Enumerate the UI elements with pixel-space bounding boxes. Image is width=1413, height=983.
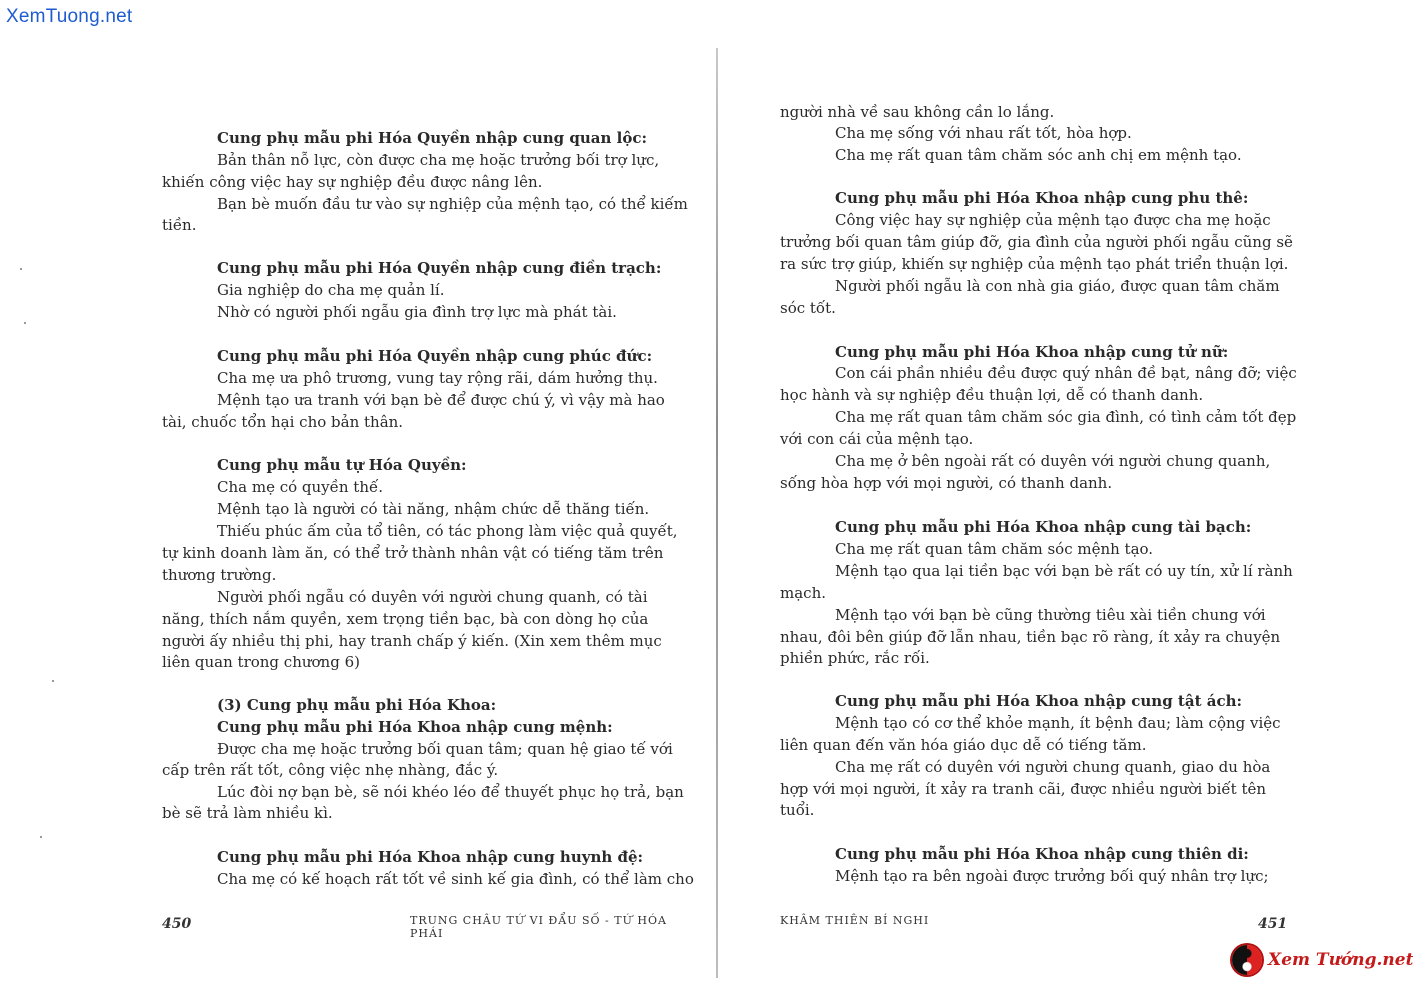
running-footer: TRUNG CHÂU TỨ VI ĐẨU SỐ - TỨ HÓA PHÁI bbox=[410, 914, 667, 940]
text-line: Cha mẹ rất có duyên với người chung quanh, giao du hòa bbox=[835, 758, 1271, 776]
text-line: nhau, đôi bên giúp đỡ lẫn nhau, tiền bạc rõ ràng, ít xảy ra chuyện bbox=[780, 628, 1281, 646]
text-line: Cha mẹ sống với nhau rất tốt, hòa hợp. bbox=[835, 124, 1132, 142]
text-line: người nhà về sau không cần lo lắng. bbox=[780, 103, 1055, 121]
text-line: Cha mẹ ở bên ngoài rất có duyên với người chung quanh, bbox=[835, 452, 1271, 470]
text-line: Mệnh tạo có cơ thể khỏe mạnh, ít bệnh đau; làm cộng việc bbox=[835, 714, 1281, 732]
text-line: Bản thân nỗ lực, còn được cha mẹ hoặc trưởng bối trợ lực, bbox=[217, 151, 660, 169]
brand-watermark[interactable] bbox=[1232, 942, 1413, 978]
section-heading: Cung phụ mẫu phi Hóa Quyền nhập cung quan lộc: bbox=[217, 129, 648, 147]
section-heading: Cung phụ mẫu phi Hóa Khoa nhập cung tử nữ: bbox=[835, 343, 1229, 361]
text-line: bè sẽ trả làm nhiều kì. bbox=[162, 804, 333, 822]
text-line: cấp trên rất tốt, công việc nhẹ nhàng, đắc ý. bbox=[162, 761, 499, 779]
text-line: năng, thích nắm quyền, xem trọng tiền bạc, bà con dòng họ của bbox=[162, 610, 649, 628]
site-watermark[interactable]: XemTuong.net bbox=[6, 6, 133, 27]
running-footer: KHÂM THIÊN BÍ NGHI bbox=[780, 914, 930, 927]
text-line: mạch. bbox=[780, 584, 826, 602]
section-heading: Cung phụ mẫu phi Hóa Khoa nhập cung tật ách: bbox=[835, 692, 1243, 710]
text-line: Nhờ có người phối ngẫu gia đình trợ lực mà phát tài. bbox=[217, 303, 617, 321]
text-line: liên quan đến văn hóa giáo dục dễ có tiếng tăm. bbox=[780, 736, 1147, 754]
section-heading: Cung phụ mẫu phi Hóa Khoa nhập cung tài bạch: bbox=[835, 518, 1252, 536]
text-line: Người phối ngẫu có duyên với người chung quanh, có tài bbox=[217, 588, 648, 606]
text-line: Lúc đòi nợ bạn bè, sẽ nói khéo léo để thuyết phục họ trả, bạn bbox=[217, 783, 684, 801]
text-line: phiền phức, rắc rối. bbox=[780, 649, 930, 667]
text-line: tự kinh doanh làm ăn, có thể trở thành nhân vật có tiếng tăm trên bbox=[162, 544, 664, 562]
page-number: 450 bbox=[162, 916, 192, 932]
section-heading: Cung phụ mẫu phi Hóa Khoa nhập cung huynh đệ: bbox=[217, 848, 644, 866]
text-line: với con cái của mệnh tạo. bbox=[780, 430, 974, 448]
text-line: thương trường. bbox=[162, 566, 277, 584]
text-line: Bạn bè muốn đầu tư vào sự nghiệp của mệnh tạo, có thể kiếm bbox=[217, 195, 688, 213]
section-heading: Cung phụ mẫu phi Hóa Quyền nhập cung điền trạch: bbox=[217, 259, 662, 277]
text-line: trưởng bối quan tâm giúp đỡ, gia đình của người phối ngẫu cũng sẽ bbox=[780, 233, 1293, 251]
text-line: Cha mẹ rất quan tâm chăm sóc gia đình, có tình cảm tốt đẹp bbox=[835, 408, 1297, 426]
section-heading: Cung phụ mẫu phi Hóa Khoa nhập cung phu thê: bbox=[835, 189, 1249, 207]
text-line: Cha mẹ ưa phô trương, vung tay rộng rãi, dám hưởng thụ. bbox=[217, 369, 658, 387]
text-line: Mệnh tạo ưa tranh với bạn bè để được chú ý, vì vậy mà hao bbox=[217, 391, 665, 409]
section-heading: (3) Cung phụ mẫu phi Hóa Khoa: bbox=[217, 696, 497, 714]
text-line: người ấy nhiều thị phi, hay tranh chấp ý kiến. (Xin xem thêm mục bbox=[162, 632, 662, 650]
text-line: Người phối ngẫu là con nhà gia giáo, được quan tâm chăm bbox=[835, 277, 1280, 295]
yin-yang-icon bbox=[1232, 945, 1262, 975]
text-line: Cha mẹ rất quan tâm chăm sóc mệnh tạo. bbox=[835, 540, 1154, 558]
scan-speck bbox=[52, 680, 54, 682]
scan-speck bbox=[24, 322, 26, 324]
text-line: Mệnh tạo với bạn bè cũng thường tiêu xài tiền chung với bbox=[835, 606, 1266, 624]
scan-speck bbox=[20, 268, 22, 270]
text-line: Cha mẹ có quyền thế. bbox=[217, 478, 383, 496]
text-line: Con cái phần nhiều đều được quý nhân đề bạt, nâng đỡ; việc bbox=[835, 364, 1297, 382]
section-heading: Cung phụ mẫu phi Hóa Khoa nhập cung mệnh: bbox=[217, 718, 613, 736]
text-line: khiến công việc hay sự nghiệp đều được nâng lên. bbox=[162, 173, 543, 191]
text-line: tài, chuốc tổn hại cho bản thân. bbox=[162, 413, 404, 431]
text-line: sóc tốt. bbox=[780, 299, 836, 317]
text-line: hợp với mọi người, ít xảy ra tranh cãi, được nhiều người biết tên bbox=[780, 780, 1267, 798]
text-line: liên quan trong chương 6) bbox=[162, 653, 360, 671]
text-line: tiền. bbox=[162, 216, 197, 234]
text-line: Mệnh tạo ra bên ngoài được trưởng bối quý nhân trợ lực; bbox=[835, 867, 1269, 885]
text-line: Mệnh tạo là người có tài năng, nhậm chức dễ thăng tiến. bbox=[217, 500, 650, 518]
text-line: Cha mẹ rất quan tâm chăm sóc anh chị em mệnh tạo. bbox=[835, 146, 1242, 164]
text-line: Được cha mẹ hoặc trưởng bối quan tâm; quan hệ giao tế với bbox=[217, 740, 673, 758]
text-line: sống hòa hợp với mọi người, có thanh danh. bbox=[780, 474, 1113, 492]
text-line: tuổi. bbox=[780, 801, 815, 819]
text-line: Công việc hay sự nghiệp của mệnh tạo được cha mẹ hoặc bbox=[835, 211, 1271, 229]
page-number: 451 bbox=[1258, 916, 1288, 932]
section-heading: Cung phụ mẫu phi Hóa Quyền nhập cung phúc đức: bbox=[217, 347, 653, 365]
section-heading: Cung phụ mẫu phi Hóa Khoa nhập cung thiên di: bbox=[835, 845, 1249, 863]
text-line: Thiếu phúc ấm của tổ tiên, có tác phong làm việc quả quyết, bbox=[217, 522, 678, 540]
scan-speck bbox=[40, 836, 42, 838]
section-heading: Cung phụ mẫu tự Hóa Quyền: bbox=[217, 456, 467, 474]
brand-text: Xem Tướng.net bbox=[1268, 950, 1413, 970]
text-line: ra sức trợ giúp, khiến sự nghiệp của mệnh tạo phát triển thuận lợi. bbox=[780, 255, 1289, 273]
text-line: học hành và sự nghiệp đều thuận lợi, dễ có thanh danh. bbox=[780, 386, 1204, 404]
text-line: Mệnh tạo qua lại tiền bạc với bạn bè rất có uy tín, xử lí rành bbox=[835, 562, 1293, 580]
book-gutter bbox=[716, 48, 718, 978]
text-line: Cha mẹ có kế hoạch rất tốt về sinh kế gia đình, có thể làm cho bbox=[217, 870, 694, 888]
text-line: Gia nghiệp do cha mẹ quản lí. bbox=[217, 281, 445, 299]
